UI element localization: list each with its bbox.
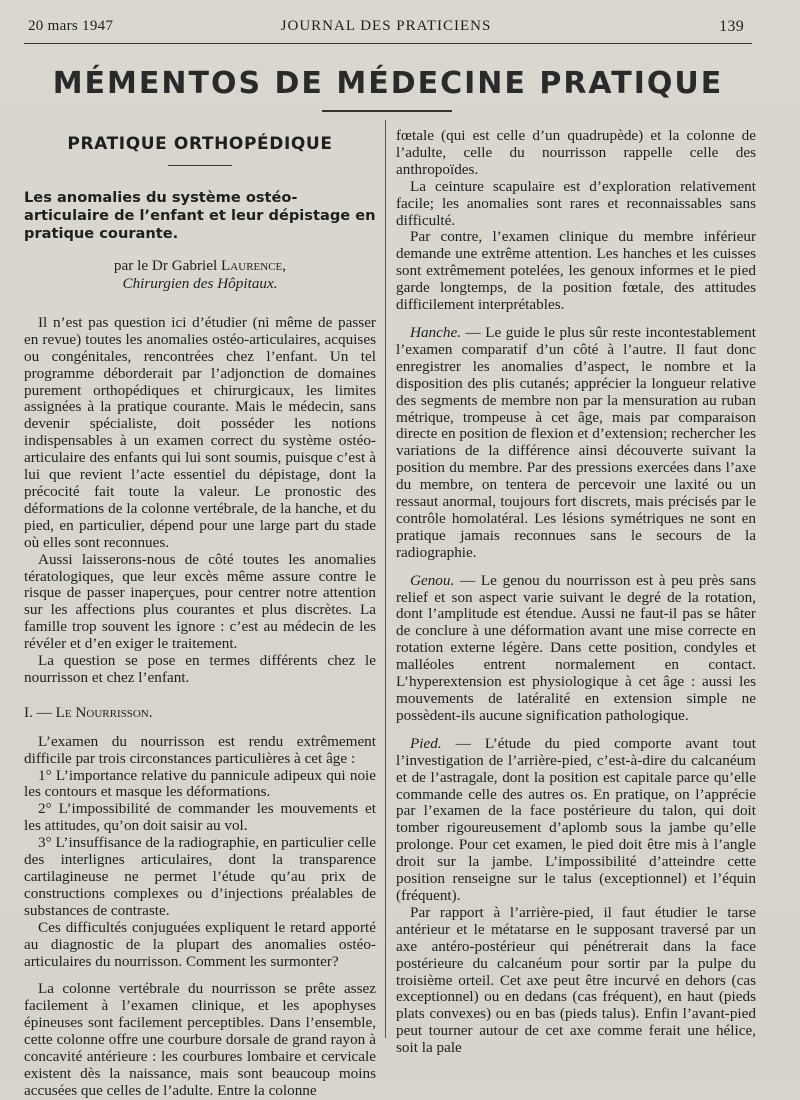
subsection-number: I. — [24,703,56,721]
running-header [28,16,744,42]
paragraph: Ces difficultés conjuguées expliquent le retard apporté au diagnostic de la plupart des anomalies ostéo-articulaires du nourrisson. Comment les surmonter? [24,918,376,970]
column-divider [385,120,386,1038]
page-number: 139 [719,18,744,35]
byline-prefix: par le Dr Gabriel [113,256,222,274]
byline-suffix: , [282,256,287,274]
byline [24,257,376,275]
paragraph: fœtale (qui est celle d’un quadrupède) et la colonne de l’adulte, celle du nourrisson rappelle celle des anthropoïdes. [396,127,756,178]
paragraph-body: — L’étude du pied comporte avant tout l’investigation de l’arrière-pied, c’est-à-dire du calcanéum et de l’astragale, dont la position est capitale parce qu’elle commande celle des autres os. En pratique, on l’apprécie par l’examen de la face postérieure du talon, qui doit tomber rigoureusement d’aplomb sous la jambe qu’elle prolonge. Pour cet examen, le pied doit être mis à l’angle droit sur la jambe. L’impossibilité d’atteindre cette position renseigne sur le talus (exceptionnel) et l’équin (fréquent). [396,734,756,904]
subsection-title: Le Nourrisson. [55,703,153,721]
paragraph: Par contre, l’examen clinique du membre inférieur demande une extrême attention. Les hanches et les cuisses sont extrêmement potelées, les genoux informes et le pied garde longtemps, de la position fœtale, des attitudes difficilement interprétables. [396,228,756,314]
paragraph: 2° L’impossibilité de commander les mouvements et les attitudes, qu’on doit saisir au vol. [24,800,376,835]
subsection-heading [24,705,376,722]
header-rule [24,43,752,44]
paragraph-body: — Le guide le plus sûr reste incontestablement l’examen comparatif d’un côté à l’autre. Il faut donc enregistrer les anomalies d’aspect, le nombre et la disposition des plis cutanés; apprécier la longueur relative des segments de membre non par la mensuration au ruban métrique, trompeuse à cet âge, mais par comparaison directe en position de flexion et d’extension; rechercher les variations de la différence ainsi découverte suivant la position du membre. Par des pressions exercées dans l’axe du membre, on tentera de percevoir une laxité ou un ressaut anormal, toujours fort discrets, mais précisés par le contrôle homolatéral. Les lésions symétriques ne sont en pratique jamais reconnues sans le secours de la radiographie. [396,323,756,561]
paragraph: 1° L’importance relative du pannicule adipeux qui noie les contours et masque les déformations. [24,766,376,801]
journal-name: JOURNAL DES PRATICIENS [280,18,492,34]
paragraph-lead: Pied. [410,734,442,752]
author-name: Laurence [221,256,283,274]
paragraph: La colonne vertébrale du nourrisson se prête assez facilement à l’examen clinique, et les apophyses épineuses sont facilement perceptibles. Dans l’ensemble, cette colonne offre une courbure dorsale de grand rayon à concavité antérieure : les courbures lombaire et cervicale existent dès la naissance, mais sont beaucoup moins accusées que celles de l’adulte. Entre la colonne [24,980,376,1099]
section-rule [168,165,232,166]
paragraph: Aussi laisserons-nous de côté toutes les anomalies tératologiques, que leur excès même assure contre le risque de passer inaperçues, pour centrer notre attention sur les affections plus courantes et plus discrètes. La famille trop souvent les ignore : c’est au médecin de les révéler et d’en exiger le traitement. [24,550,376,653]
article-title: Les anomalies du système ostéo-articulaire de l’enfant et leur dépistage en pratique courante. [24,188,376,242]
issue-date: 20 mars 1947 [28,18,114,34]
paragraph-lead: Genou. [410,571,455,589]
paragraph-body: — Le genou du nourrisson est à peu près sans relief et son aspect varie suivant le degré de la rotation, dont l’amplitude est étendue. Aussi ne faut-il pas se hâter de conclure à une déformation avant une mise correcte en rotation externe légère. Dans cette position, condyles et malléoles entrent normalement en contact. L’hyperextension est physiologique à cet âge : aussi les mouvements de latéralité en extension simple ne possèdent-ils aucune signification pathologique. [396,571,756,724]
author-affiliation: Chirurgien des Hôpitaux. [122,274,278,292]
title-rule [322,110,452,112]
paragraph: La ceinture scapulaire est d’exploration relativement facile; les anomalies sont rares et reconnaissables sans difficulté. [396,177,756,229]
paragraph-hanche [396,325,756,562]
paragraph-lead: Hanche. [410,323,462,341]
right-column [396,128,756,1057]
paragraph-genou [396,573,756,725]
paragraph: 3° L’insuffisance de la radiographie, en particulier celle des interlignes articulaires, dont la transparence cartilagineuse ne permet l’étude qu’au prix de constructions complexes ou d’injections préalables de substances de contraste. [24,834,376,919]
paragraph: L’examen du nourrisson est rendu extrêmement difficile par trois circonstances particulières à cet âge : [24,732,376,767]
page-title: MÉMENTOS DE MÉDECINE PRATIQUE [52,66,724,101]
paragraph: Il n’est pas question ici d’étudier (ni même de passer en revue) toutes les anomalies ostéo-articulaires, acquises ou congénitales, rencontrées chez l’enfant. Un tel programme déborderait par l’adjonction de domaines purement orthopédiques et chirurgicaux, les limites assignées à la pratique courante. Mais le médecin, sans devenir spécialiste, doit posséder les notions indispensables à un examen correct du système ostéo-articulaire des enfants qui lui sont soumis, puisque c’est à lui que revient l’acte essentiel du dépistage, dont la précocité fait toute la valeur. Le pronostic des déformations de la colonne vertébrale, de la hanche, et du pied, en particulier, dépend pour une large part du stade où elles sont reconnues. [24,313,376,551]
paragraph: Par rapport à l’arrière-pied, il faut étudier le tarse antérieur et le métatarse en le supposant traversé par un axe antéro-postérieur qui pénétrerait dans la face postérieure du calcanéum pour sortir par la pulpe du troisième orteil. Cet axe peut être incurvé en dehors (cas exceptionnel) ou en dedans (cas fréquent), en haut (pieds plats convexes) ou en bas (pieds talus). Enfin l’avant-pied peut tourner autour de cet axe comme ferait une hélice, soit la pale [396,903,756,1057]
paragraph-pied [396,736,756,905]
section-title: PRATIQUE ORTHOPÉDIQUE [67,134,333,154]
paragraph: La question se pose en termes différents chez le nourrisson et chez l’enfant. [24,652,376,686]
left-column [24,126,376,1100]
